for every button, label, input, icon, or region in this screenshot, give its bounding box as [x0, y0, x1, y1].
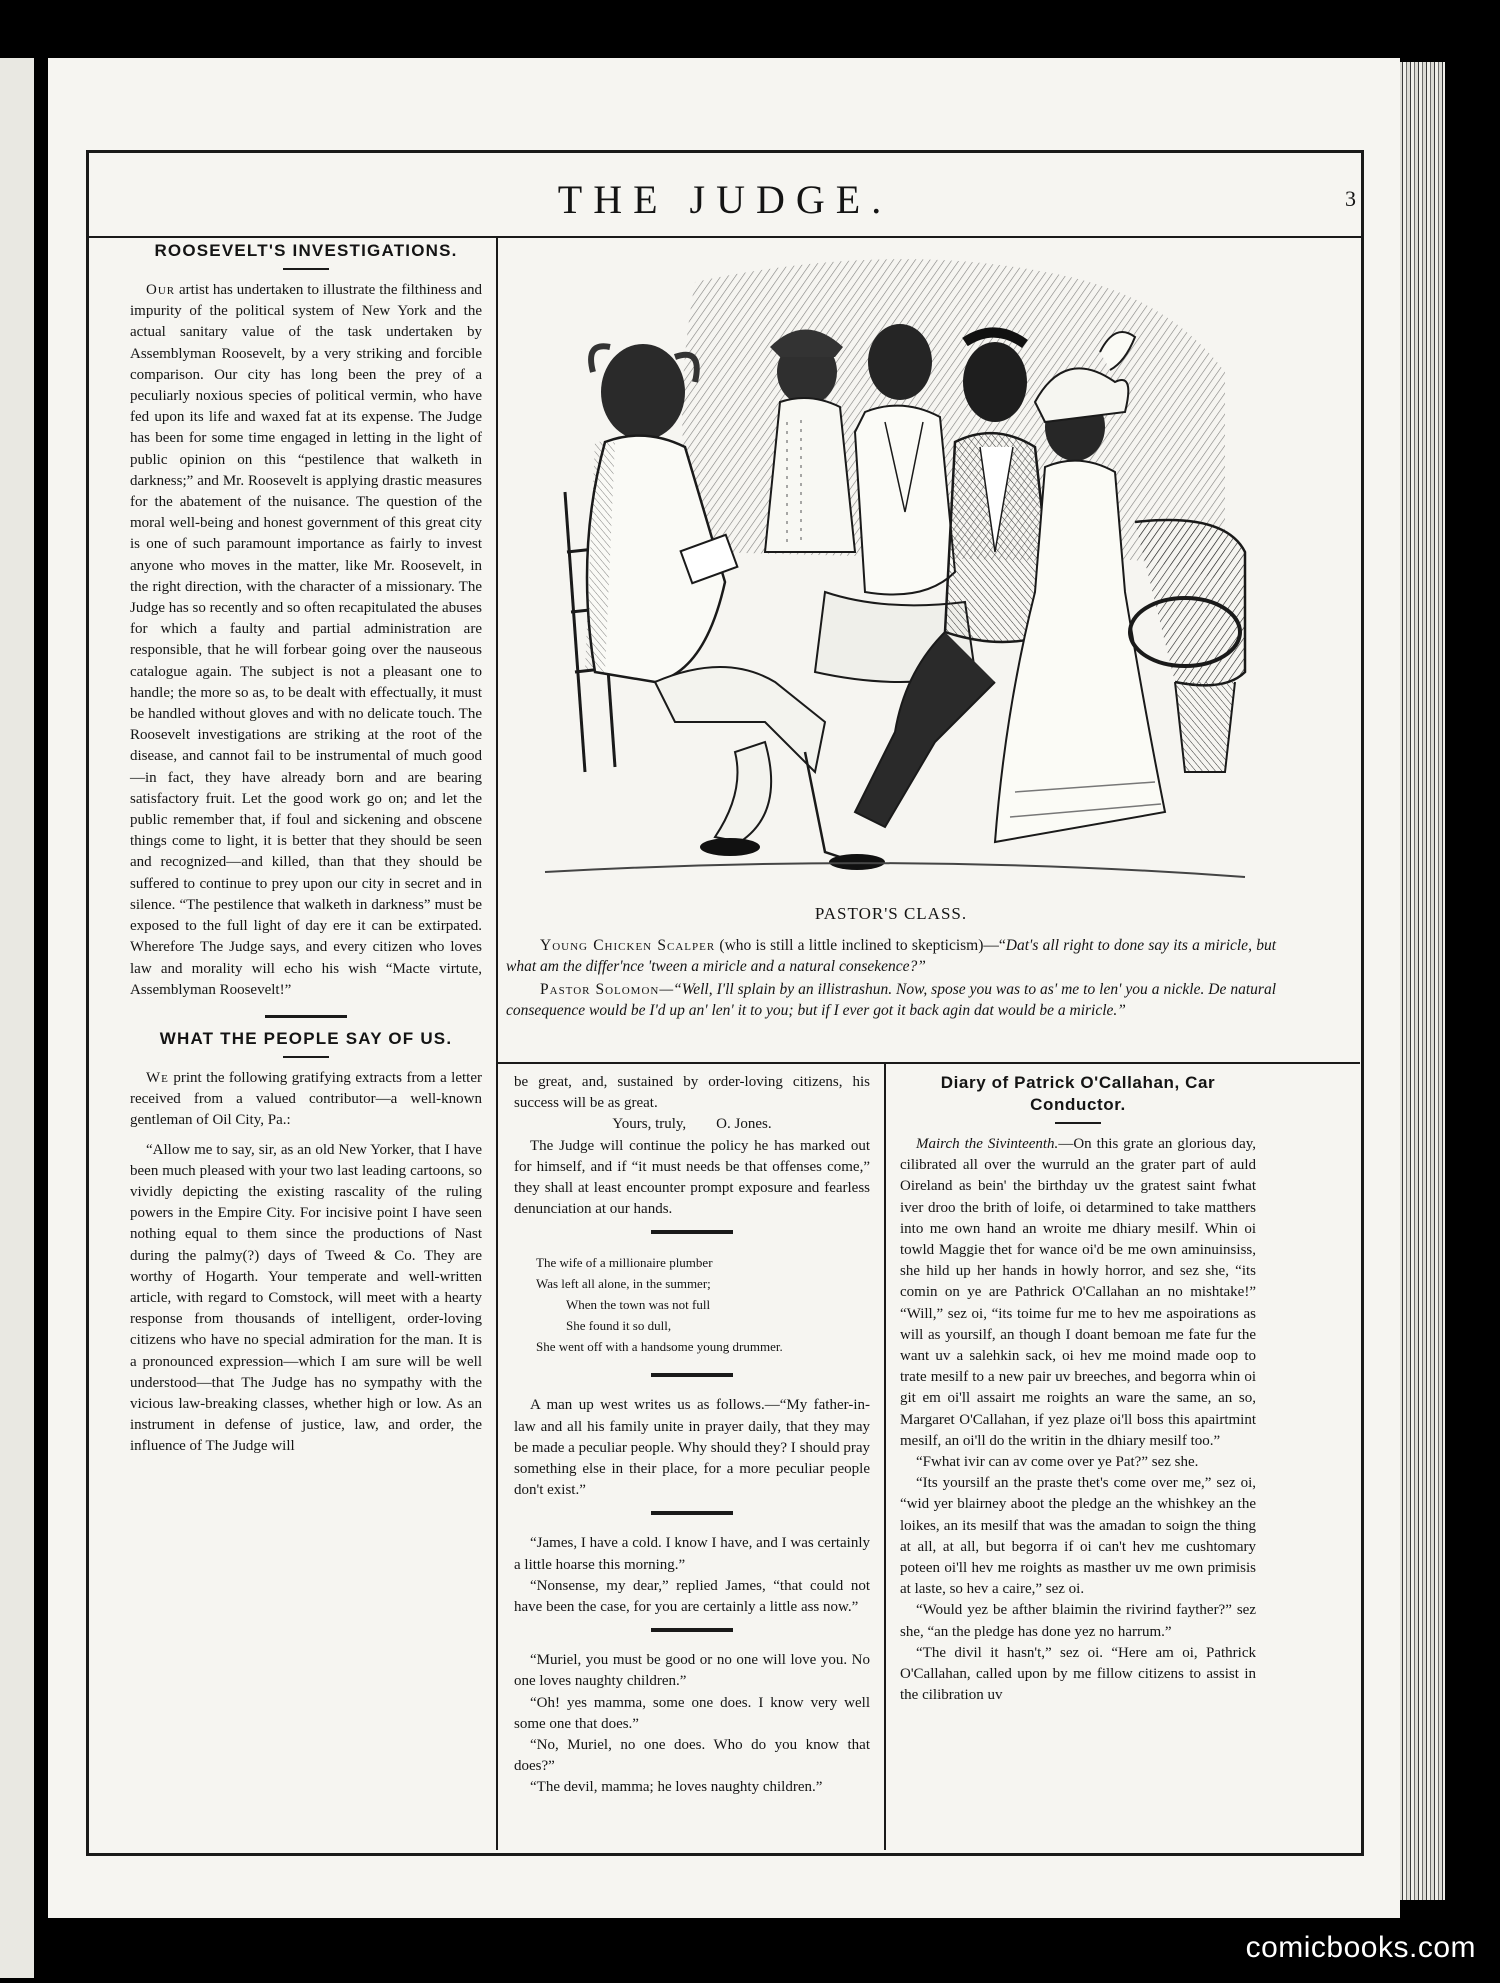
heading-rule-3	[1055, 1122, 1101, 1124]
people-letter: “Allow me to say, sir, as an old New Yorker, that I have been much pleased with your two last leading cartoons, so vividly depicting the existing rascality of the ruling powers in the Empire City. For incisive point I have seen nothing equal to them since the productions of Nast during the palmy(?) days of Tweed & Co. They are worthy of Hogarth. Your temperate and well-written article, with regard to Comstock, will meet with a hearty response from thousands of intelligent, order-loving citizens who have no special admiration for the man. It is a pronounced expression—which I am sure will be well understood—that The Judge has no sympathy with the vicious law-breaking classes, whether high or low. As an instrument in defense of justice, law, and order, the influence of The Judge will	[130, 1141, 482, 1455]
section-rule-5	[651, 1511, 733, 1515]
caption-line-1	[506, 935, 1276, 977]
section-rule-4	[651, 1373, 733, 1377]
roosevelt-lead: Our	[146, 282, 176, 298]
roosevelt-heading: ROOSEVELT'S INVESTIGATIONS.	[154, 241, 458, 260]
column-middle	[514, 1072, 870, 1799]
poem-line: She went off with a handsome young drummer.	[536, 1339, 783, 1355]
column-right	[900, 1072, 1256, 1706]
caption-speaker-1: Young Chicken Scalper	[540, 937, 716, 954]
diary-text-1: —On this grate an glorious day, cilibrated all over the wurruld an the grater part of auld Oireland as bein' the birthday uv the gratest saint fwhat iver droo the brith of loife, oi detarmined to take matthers into me own hand an wroite me dhiary mesilf. Whin oi towld Maggie thet for wance oi'd be me own aminuinsiss, she hild up her hands in howly horror, and sez she, “its comin on ye are Pathrick O'Callahan an no mishtake!” “Will,” sez oi, “its toime fur me to hev me aspoirations as will as yoursilf, an though I doant bemoan me fate fur the want uv a salehkin sack, oi hev me moind made oop to trate mesilf to a new pair uv breeches, and begorra whin oi git em oi'll assairt me roights an ware the same, an so, Margaret O'Callahan, if yez plaze oi'll boss this apairtmint mesilf, an oi'll do the writin in the dhiary mesilf too.”	[900, 1136, 1256, 1449]
page-number: 3	[1345, 186, 1356, 211]
joke-west: A man up west writes us as follows.—“My father-in-law and all his family unite in prayer daily, that they may be made a peculiar people. Why should they? I should pray something else in their place, for a more peculiar people don't exist.”	[514, 1397, 870, 1499]
caption-quote-1: Dat's all right to done say its a miricle, but what am the differ'nce 'tween a miricle and a natural consekence?”	[506, 937, 1277, 975]
diary-paragraph-2: “Fwhat ivir can av come over ye Pat?” sez she.	[916, 1454, 1199, 1471]
column-divider-left	[496, 238, 498, 1850]
masthead-title: THE JUDGE.	[557, 177, 893, 222]
page-edge-stack	[1395, 62, 1445, 1900]
section-rule-6	[651, 1628, 733, 1632]
watermark: comicbooks.com	[1245, 1931, 1476, 1964]
heading-rule-2	[283, 1056, 329, 1058]
diary-date: Mairch the Sivinteenth.	[916, 1136, 1059, 1152]
joke-james-2: “Nonsense, my dear,” replied James, “that could not have been the case, for you are certainly a little ass now.”	[514, 1577, 870, 1616]
section-rule-3	[651, 1230, 733, 1234]
adjacent-page-edge	[0, 58, 34, 1978]
policy-paragraph: The Judge will continue the policy he has marked out for himself, and if “it must needs be that offenses come,” they shall at least encounter prompt exposure and fearless denunciation at our hands.	[514, 1137, 870, 1218]
roosevelt-body: artist has undertaken to illustrate the filthiness and impurity of the political system of New York and the actual sanitary value of the task undertaken by Assemblyman Roosevelt, by a very striking and forcible comparison. Our city has long been the prey of a peculiarly noxious species of political vermin, who have fed upon its life and waxed fat at its expense. The Judge has been for some time engaged in letting in the light of public opinion on this “pestilence that walketh in darkness;” and Mr. Roosevelt is applying drastic measures for the abatement of the nuisance. The question of the moral well-being and honest government of this great city is one of such paramount importance as fairly to invest anyone who moves in the matter, like Mr. Roosevelt, in the right direction, with the character of a missionary. The Judge has so recently and so often recapitulated the abuses for which a faulty and partial administration are responsible, that he will forbear going over the nauseous catalogue again. The subject is not a pleasant one to handle; the more so as, to be dealt with effectually, it must be handled without gloves and with no delicate touch. The Roosevelt investigations are striking at the root of the disease, and cannot fail to be instrumental of much good—in fact, they have already born and are bearing satisfactory fruit. Let the good work go on; and let the public remember that, if foul and sickening and obscene things come to light, it is better that they should be seen and recognized—and killed, than that they should be suffered to continue to prey upon our city in secret and in silence. “The pestilence that walketh in darkness” must be exposed to the full light of day ere it can be extirpated. Wherefore The Judge says, and every citizen who loves law and morality will echo his wish “Macte virtute, Assemblyman Roosevelt!”	[130, 282, 482, 998]
masthead-rule	[86, 236, 1364, 238]
poem-line: The wife of a millionaire plumber	[536, 1255, 713, 1271]
cartoon-title: PASTOR'S CLASS.	[814, 904, 968, 923]
caption-note-1: (who is still a little inclined to skepticism)—“	[715, 937, 1006, 954]
joke-james-1: “James, I have a cold. I know I have, and I was certainly a little hoarse this morning.”	[514, 1535, 870, 1573]
section-rule	[265, 1015, 347, 1018]
caption-quote-2: —“Well, I'll splain by an illistrashun. Now, spose you was to as' me to len' you a nickle. De natural consequence would be I'd up an' len' it to you; but if I ever got it back agin dat would be a miricle.”	[506, 981, 1276, 1019]
diary-paragraph-4: “Would yez be afther blaimin the rivirind fayther?” sez she, “an the pledge has done yez no harrum.”	[900, 1602, 1256, 1640]
joke-muriel-3: “No, Muriel, no one does. Who do you know that does?”	[514, 1737, 870, 1775]
masthead	[86, 176, 1364, 236]
cartoon-bottom-rule	[498, 1062, 1360, 1064]
people-letter-continued: be great, and, sustained by order-loving citizens, his success will be as great.	[514, 1074, 870, 1112]
people-intro-text: print the following gratifying extracts from a letter received from a valued contributor—a well-known gentleman of Oil City, Pa.:	[130, 1069, 482, 1129]
column-divider-right	[884, 1062, 886, 1850]
diary-paragraph-3: “Its yoursilf an the praste thet's come over me,” sez oi, “wid yer blairney aboot the pledge an the whishkey an the loikes, an its mesilf that was the amadan to soign the thing at all, at all, but begorra if oi can't hev me cushtomary poteen oi'll hev me roights as masther uv me own primisis at laste, so hev a caire,” sez oi.	[900, 1475, 1256, 1598]
caption-line-2	[506, 979, 1276, 1021]
people-intro	[130, 1068, 482, 1132]
joke-muriel-2: “Oh! yes mamma, some one does. I know very well some one that does.”	[514, 1694, 870, 1732]
plumber-poem	[536, 1252, 870, 1357]
poem-line: Was left all alone, in the summer;	[536, 1276, 711, 1292]
caption-speaker-2: Pastor Solomon	[540, 981, 660, 998]
pastors-class-cartoon	[525, 252, 1270, 892]
poem-line: When the town was not full	[566, 1297, 711, 1313]
diary-paragraph-5: “The divil it hasn't,” sez oi. “Here am oi, Pathrick O'Callahan, called upon by me fillow citizens to assist in the cilibration uv	[900, 1644, 1256, 1704]
roosevelt-article	[130, 280, 482, 1001]
letter-signoff: Yours, truly, O. Jones.	[612, 1116, 772, 1133]
joke-muriel-4: “The devil, mamma; he loves naughty children.”	[530, 1779, 823, 1796]
joke-muriel-1: “Muriel, you must be good or no one will love you. No one loves naughty children.”	[514, 1652, 870, 1690]
diary-paragraph-1	[900, 1134, 1256, 1452]
poem-line: She found it so dull,	[566, 1318, 672, 1334]
cartoon-caption	[506, 935, 1276, 1023]
column-left	[130, 240, 482, 1458]
diary-heading: Diary of Patrick O'Callahan, Car Conductor.	[940, 1073, 1216, 1114]
people-lead: We	[146, 1069, 169, 1086]
heading-rule	[283, 268, 329, 270]
people-heading: WHAT THE PEOPLE SAY OF US.	[159, 1028, 453, 1048]
